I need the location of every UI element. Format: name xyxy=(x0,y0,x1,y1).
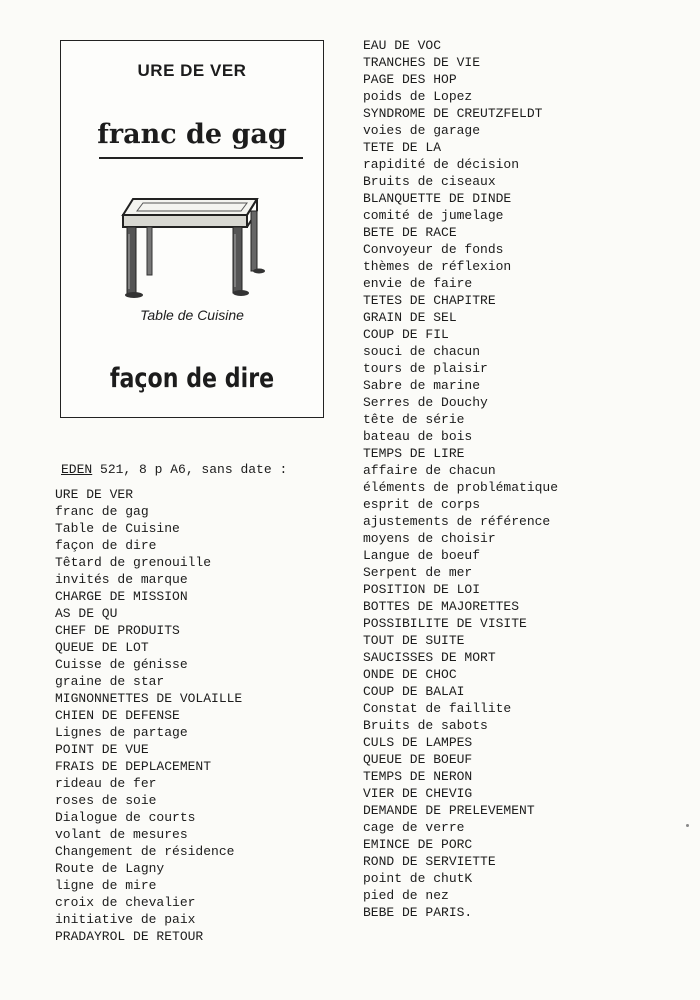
list-item: roses de soie xyxy=(55,793,157,808)
list-item: BETE DE RACE xyxy=(363,225,457,240)
list-item: esprit de corps xyxy=(363,497,481,512)
list-item: initiative de paix xyxy=(55,912,196,927)
list-item: BEBE DE PARIS. xyxy=(363,905,473,920)
list-item: Bruits de sabots xyxy=(363,718,488,733)
list-item: TETES DE CHAPITRE xyxy=(363,293,496,308)
kitchen-table-illustration xyxy=(117,189,267,301)
list-item: voies de garage xyxy=(363,123,481,138)
list-item: rapidité de décision xyxy=(363,157,520,172)
list-item: BLANQUETTE DE DINDE xyxy=(363,191,512,206)
list-item: souci de chacun xyxy=(363,344,481,359)
list-item: POSSIBILITE DE VISITE xyxy=(363,616,527,631)
list-item: façon de dire xyxy=(55,538,157,553)
list-item: comité de jumelage xyxy=(363,208,504,223)
list-item: TETE DE LA xyxy=(363,140,442,155)
list-item: moyens de choisir xyxy=(363,531,496,546)
list-item: QUEUE DE LOT xyxy=(55,640,149,655)
list-item: FRAIS DE DEPLACEMENT xyxy=(55,759,212,774)
list-item: Bruits de ciseaux xyxy=(363,174,496,189)
cover-caption: Table de Cuisine xyxy=(140,307,244,323)
list-item: POSITION DE LOI xyxy=(363,582,481,597)
cover-title-underline xyxy=(99,157,303,159)
reference-details: 521, 8 p A6, sans date : xyxy=(92,462,288,477)
list-item: bateau de bois xyxy=(363,429,473,444)
list-item: Changement de résidence xyxy=(55,844,235,859)
list-item: Serres de Douchy xyxy=(363,395,488,410)
list-item: TEMPS DE LIRE xyxy=(363,446,465,461)
list-item: BOTTES DE MAJORETTES xyxy=(363,599,520,614)
list-item: VIER DE CHEVIG xyxy=(363,786,473,801)
list-item: invités de marque xyxy=(55,572,188,587)
series-name: EDEN xyxy=(61,462,93,477)
list-item: Route de Lagny xyxy=(55,861,165,876)
list-item: QUEUE DE BOEUF xyxy=(363,752,473,767)
list-item: poids de Lopez xyxy=(363,89,473,104)
left-word-list xyxy=(55,486,242,945)
list-item: tête de série xyxy=(363,412,465,427)
list-item: point de chutK xyxy=(363,871,473,886)
list-item: envie de faire xyxy=(363,276,473,291)
list-item: franc de gag xyxy=(55,504,149,519)
list-item: POINT DE VUE xyxy=(55,742,149,757)
list-item: PRADAYROL DE RETOUR xyxy=(55,929,204,944)
list-item: COUP DE BALAI xyxy=(363,684,465,699)
list-item: SYNDROME DE CREUTZFELDT xyxy=(363,106,543,121)
list-item: TEMPS DE NERON xyxy=(363,769,473,784)
list-item: CHEF DE PRODUITS xyxy=(55,623,180,638)
list-item: éléments de problématique xyxy=(363,480,559,495)
list-item: Dialogue de courts xyxy=(55,810,196,825)
list-item: DEMANDE DE PRELEVEMENT xyxy=(363,803,535,818)
list-item: Sabre de marine xyxy=(363,378,481,393)
list-item: SAUCISSES DE MORT xyxy=(363,650,496,665)
list-item: GRAIN DE SEL xyxy=(363,310,457,325)
list-item: MIGNONNETTES DE VOLAILLE xyxy=(55,691,243,706)
list-item: CHARGE DE MISSION xyxy=(55,589,188,604)
list-item: ONDE DE CHOC xyxy=(363,667,457,682)
list-item: graine de star xyxy=(55,674,165,689)
list-item: EAU DE VOC xyxy=(363,38,442,53)
list-item: affaire de chacun xyxy=(363,463,496,478)
list-item: Lignes de partage xyxy=(55,725,188,740)
list-item: ajustements de référence xyxy=(363,514,551,529)
cover-title: franc de gag xyxy=(97,119,287,150)
list-item: URE DE VER xyxy=(55,487,134,502)
right-word-list xyxy=(363,37,558,921)
list-item: AS DE QU xyxy=(55,606,118,621)
list-item: Serpent de mer xyxy=(363,565,473,580)
list-item: cage de verre xyxy=(363,820,465,835)
list-item: ROND DE SERVIETTE xyxy=(363,854,496,869)
list-item: thèmes de réflexion xyxy=(363,259,512,274)
paper-speck xyxy=(686,824,689,827)
list-item: TOUT DE SUITE xyxy=(363,633,465,648)
list-item: Convoyeur de fonds xyxy=(363,242,504,257)
list-item: Langue de boeuf xyxy=(363,548,481,563)
list-item: COUP DE FIL xyxy=(363,327,449,342)
list-item: CULS DE LAMPES xyxy=(363,735,473,750)
cover-bottom-line: façon de dire xyxy=(109,363,275,394)
list-item: ligne de mire xyxy=(55,878,157,893)
list-item: pied de nez xyxy=(363,888,449,903)
list-item: Table de Cuisine xyxy=(55,521,180,536)
booklet-cover xyxy=(60,40,324,418)
bibliographic-reference xyxy=(61,462,287,477)
list-item: Têtard de grenouille xyxy=(55,555,212,570)
list-item: EMINCE DE PORC xyxy=(363,837,473,852)
list-item: volant de mesures xyxy=(55,827,188,842)
list-item: Cuisse de génisse xyxy=(55,657,188,672)
list-item: rideau de fer xyxy=(55,776,157,791)
list-item: Constat de faillite xyxy=(363,701,512,716)
list-item: TRANCHES DE VIE xyxy=(363,55,481,70)
list-item: CHIEN DE DEFENSE xyxy=(55,708,180,723)
list-item: croix de chevalier xyxy=(55,895,196,910)
cover-top-line: URE DE VER xyxy=(137,61,247,80)
list-item: tours de plaisir xyxy=(363,361,488,376)
list-item: PAGE DES HOP xyxy=(363,72,457,87)
